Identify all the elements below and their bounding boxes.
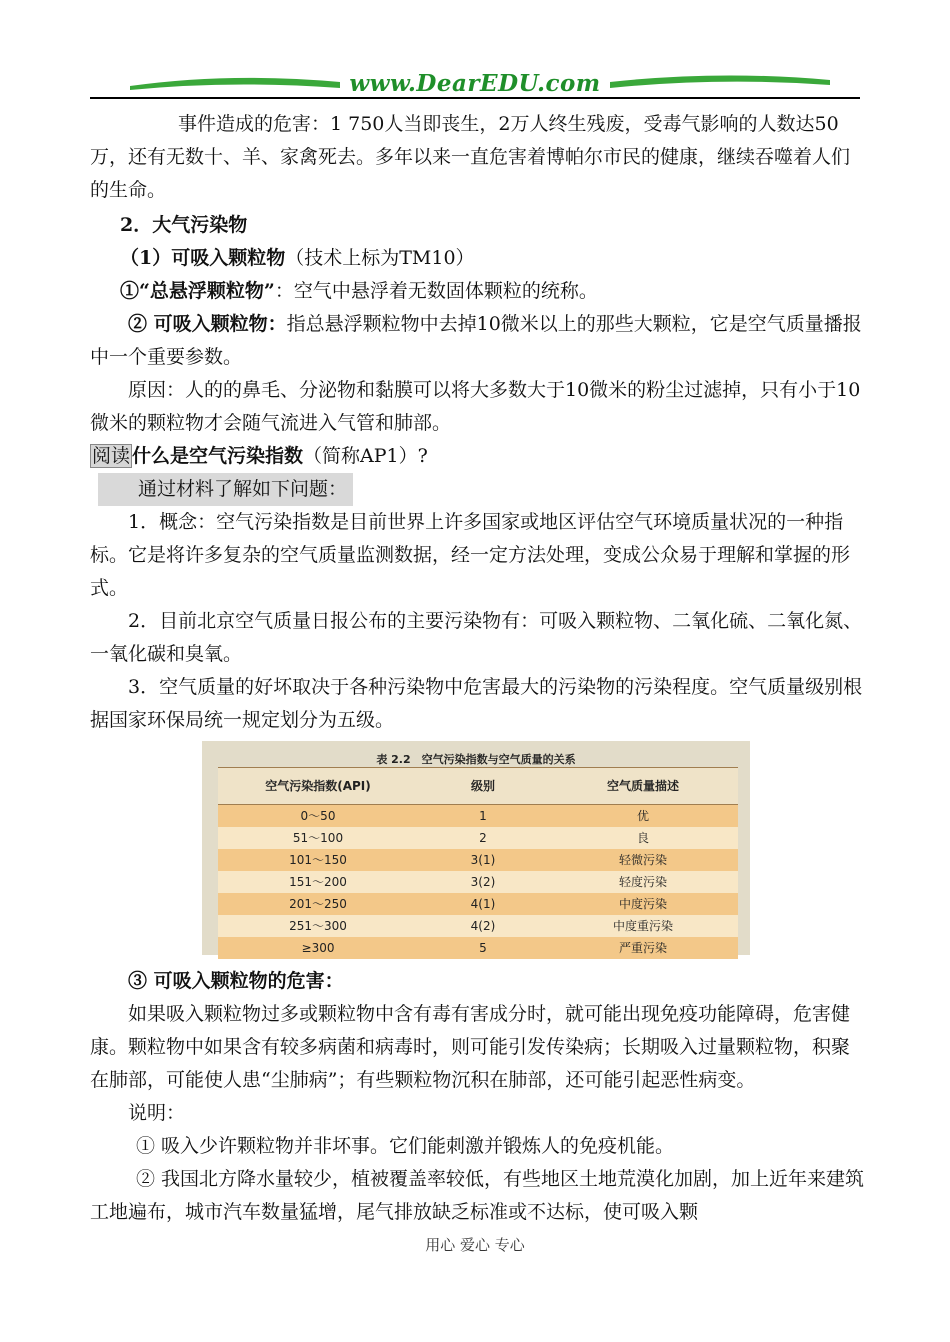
question-levels: 3．空气质量的好坏取决于各种污染物中危害最大的污染物的污染程度。空气质量级别根据国家环保局统一规定划分为五级。 — [90, 676, 863, 731]
reading-title-note: （简称AP1）? — [303, 445, 428, 467]
api-table — [202, 741, 750, 955]
cell-api: 251～300 — [289, 918, 347, 933]
cell-quality: 中度污染 — [618, 896, 667, 911]
reading-title: 什么是空气污染指数 — [132, 445, 304, 467]
page-footer: 用心 爱心 专心 — [425, 1236, 525, 1254]
cell-level: 3(1) — [470, 852, 496, 867]
item-tsp — [90, 275, 865, 308]
cell-api: 201～250 — [289, 896, 347, 911]
item-pm10-def: 指总悬浮颗粒物中去掉10微米以上的那些大颗粒，它是空气质量播报中一个重要参数。 — [90, 313, 862, 368]
site-logo[interactable]: www.DearEDU.com — [349, 70, 601, 97]
item-tsp-def: ：空气中悬浮着无数固体颗粒的统称。 — [274, 280, 598, 302]
cell-quality: 良 — [636, 830, 649, 845]
header-level: 级别 — [470, 778, 495, 793]
paragraph-harm: 如果吸入颗粒物过多或颗粒物中含有毒有害成分时，就可能出现免疫功能障碍，危害健康。颗粒物中如果含有较多病菌和病毒时，则可能引发传染病；长期吸入过量颗粒物，积聚在肺部，可能使人患“尘肺病”；有些颗粒物沉积在肺部，还可能引起恶性病变。 — [90, 1003, 851, 1091]
cell-level: 1 — [479, 808, 487, 823]
question-concept: 1．概念：空气污染指数是目前世界上许多国家或地区评估空气环境质量状况的一种指标。它是将许多复杂的空气质量监测数据，经一定方法处理，变成公众易于理解和掌握的形式。 — [90, 511, 851, 599]
cell-api: ≥300 — [301, 940, 335, 955]
api-table-grid — [218, 767, 738, 959]
cell-level: 4(2) — [470, 918, 496, 933]
cell-quality: 严重污染 — [618, 940, 667, 955]
item-pm10 — [90, 308, 865, 374]
heading-particulates — [90, 242, 865, 275]
item-pm10-term: ② 可吸入颗粒物： — [128, 313, 287, 335]
cell-quality: 优 — [636, 808, 649, 823]
cell-level: 2 — [479, 830, 487, 845]
note-item-2: ② 我国北方降水量较少，植被覆盖率较低，有些地区土地荒漠化加剧，加上近年来建筑工地遍布，城市汽车数量猛增，尾气排放缺乏标准或不达标，使可吸入颗 — [90, 1168, 865, 1223]
note-item-1: ① 吸入少许颗粒物并非坏事。它们能刺激并锻炼人的免疫机能。 — [136, 1135, 675, 1157]
reading-tag: 阅读 — [92, 445, 131, 467]
header-rule — [90, 97, 860, 99]
question-pollutants: 2．目前北京空气质量日报公布的主要污染物有：可吸入颗粒物、二氧化硫、二氧化氮、一氧化碳和臭氧。 — [90, 610, 863, 665]
cell-level: 5 — [479, 940, 487, 955]
cell-quality: 轻度污染 — [618, 874, 667, 889]
cell-api: 51～100 — [292, 830, 344, 845]
cell-api: 101～150 — [289, 852, 347, 867]
note-label: 说明： — [128, 1102, 186, 1124]
cell-api: 0～50 — [300, 808, 336, 823]
heading-particulates-note: （技术上标为TM10） — [285, 247, 475, 269]
heading-pollutants: 2．大气污染物 — [120, 214, 248, 236]
api-table-caption: 表 2.2 空气污染指数与空气质量的关系 — [376, 753, 576, 766]
reading-heading — [90, 440, 865, 473]
reading-intro-line — [98, 473, 865, 506]
item-tsp-term: ①“总悬浮颗粒物” — [120, 280, 275, 302]
heading-harm: ③ 可吸入颗粒物的危害： — [128, 970, 344, 992]
paragraph-reason: 原因：人的的鼻毛、分泌物和黏膜可以将大多数大于10微米的粉尘过滤掉，只有小于10微米的颗粒物才会随气流进入气管和肺部。 — [90, 379, 861, 434]
document-body — [90, 108, 865, 1229]
table-row — [218, 937, 738, 959]
header-api: 空气污染指数(API) — [265, 778, 371, 793]
cell-quality: 中度重污染 — [612, 918, 673, 933]
header-quality: 空气质量描述 — [606, 778, 679, 793]
page-header — [90, 60, 860, 102]
paragraph-harm-event: 事件造成的危害：1 750人当即丧生，2万人终生残废，受毒气影响的人数达50万，还有无数十、羊、家禽死去。多年以来一直危害着博帕尔市民的健康，继续吞噬着人们的生命。 — [90, 113, 851, 201]
cell-quality: 轻微污染 — [618, 852, 667, 867]
heading-particulates-bold: （1）可吸入颗粒物 — [120, 247, 286, 269]
reading-intro: 通过材料了解如下问题： — [98, 473, 353, 506]
cell-level: 4(1) — [470, 896, 496, 911]
cell-level: 3(2) — [470, 874, 496, 889]
cell-api: 151～200 — [289, 874, 347, 889]
